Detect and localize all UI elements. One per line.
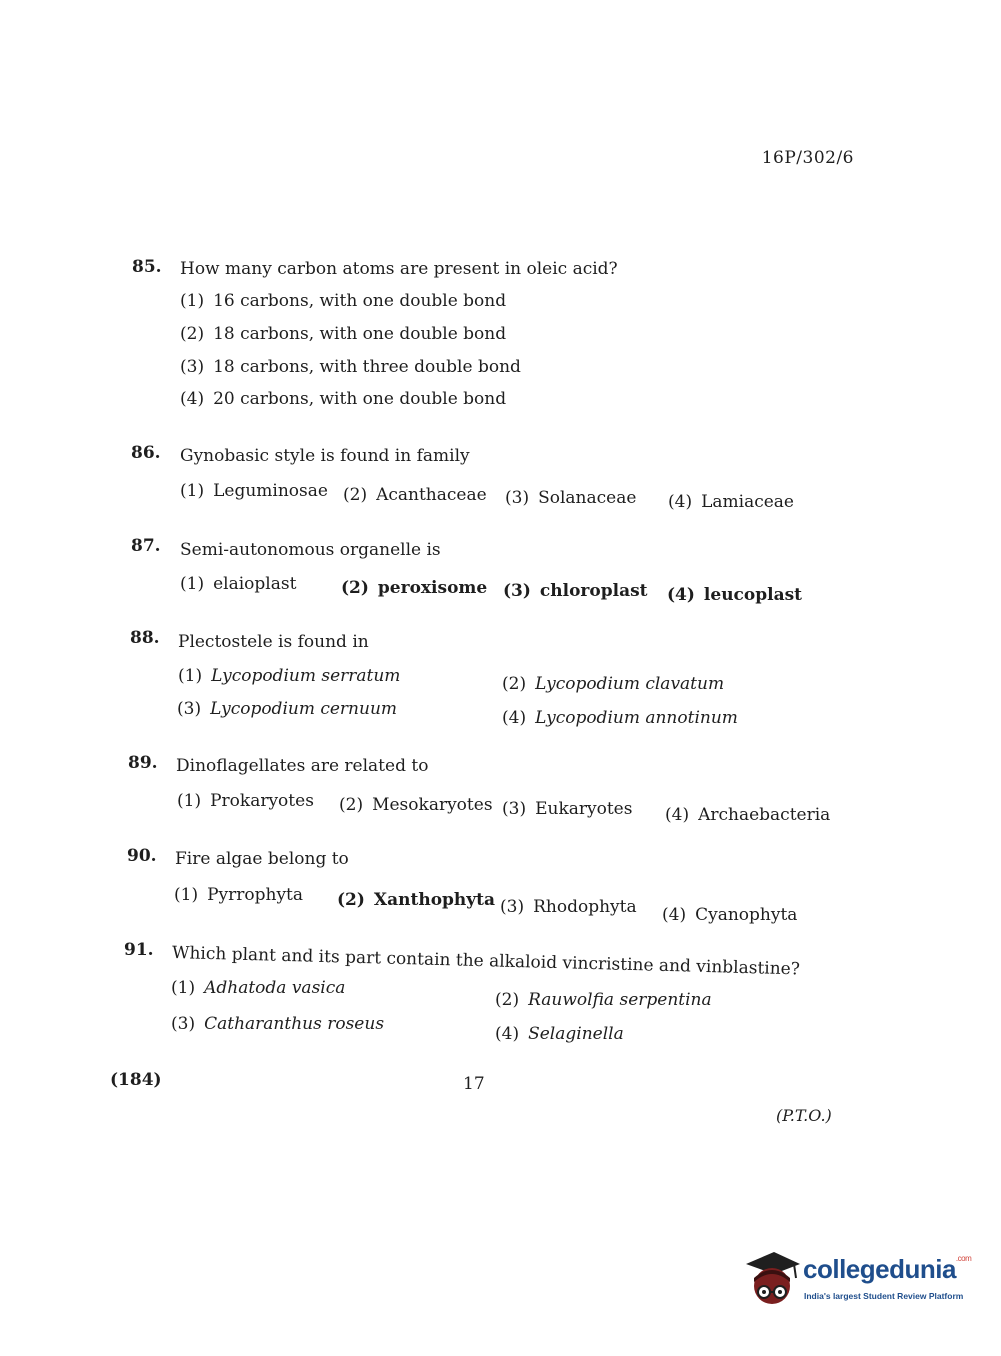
question-text: Plectostele is found in — [178, 632, 369, 652]
question-number: 87. — [131, 536, 161, 556]
option: (4) Archaebacteria — [665, 805, 831, 825]
option: (3) chloroplast — [503, 581, 648, 601]
booklet-code: (184) — [110, 1070, 162, 1090]
option: (2) Mesokaryotes — [339, 795, 493, 815]
option: (1) Adhatoda vasica — [171, 978, 346, 998]
option: (4) Lycopodium annotinum — [502, 708, 738, 728]
question-text: Which plant and its part contain the alkaloid vincristine and vinblastine? — [171, 943, 801, 980]
collegedunia-watermark — [742, 1248, 972, 1314]
option: (3) Solanaceae — [505, 488, 637, 508]
question-text: Gynobasic style is found in family — [180, 446, 470, 466]
option: (1) elaioplast — [180, 574, 297, 594]
question-text: Semi-autonomous organelle is — [180, 540, 441, 560]
option: (2) Acanthaceae — [343, 485, 487, 505]
question-number: 90. — [127, 846, 157, 866]
pto-note: (P.T.O.) — [776, 1106, 832, 1125]
option: (2) peroxisome — [341, 578, 488, 598]
option: (2) Lycopodium clavatum — [502, 674, 725, 694]
brand-tagline: India's largest Student Review Platform — [804, 1291, 964, 1301]
option: (4) Lamiaceae — [668, 492, 794, 512]
option: (3) Lycopodium cernuum — [177, 699, 398, 719]
option: (3) Eukaryotes — [502, 799, 633, 819]
option: (2) 18 carbons, with one double bond — [180, 324, 507, 344]
option: (3) 18 carbons, with three double bond — [180, 357, 521, 377]
question-number: 85. — [132, 257, 162, 277]
option: (1) 16 carbons, with one double bond — [180, 291, 507, 311]
option: (4) 20 carbons, with one double bond — [180, 389, 507, 409]
option: (2) Rauwolfia serpentina — [495, 990, 712, 1010]
question-number: 88. — [130, 628, 160, 648]
option: (2) Xanthophyta — [337, 890, 496, 910]
mascot-icon — [742, 1248, 800, 1310]
option: (4) Selaginella — [495, 1024, 624, 1044]
question-number: 91. — [124, 940, 154, 960]
brand-name: collegedunia$^{.com}$ — [803, 1254, 972, 1284]
option: (1) Lycopodium serratum — [178, 666, 401, 686]
question-number: 86. — [131, 443, 161, 463]
option: (3) Rhodophyta — [500, 897, 637, 917]
paper-code: 16P/302/6 — [761, 148, 854, 168]
option: (4) Cyanophyta — [662, 905, 798, 925]
question-number: 89. — [128, 753, 158, 773]
question-text: Fire algae belong to — [175, 849, 349, 869]
question-text: Dinoflagellates are related to — [176, 756, 429, 776]
page-number: 17 — [463, 1074, 485, 1094]
question-text: How many carbon atoms are present in oleic acid? — [180, 259, 618, 279]
option: (1) Prokaryotes — [177, 791, 314, 811]
option: (1) Leguminosae — [180, 481, 328, 501]
option: (1) Pyrrophyta — [174, 885, 304, 905]
option: (3) Catharanthus roseus — [171, 1014, 385, 1034]
option: (4) leucoplast — [667, 585, 803, 605]
